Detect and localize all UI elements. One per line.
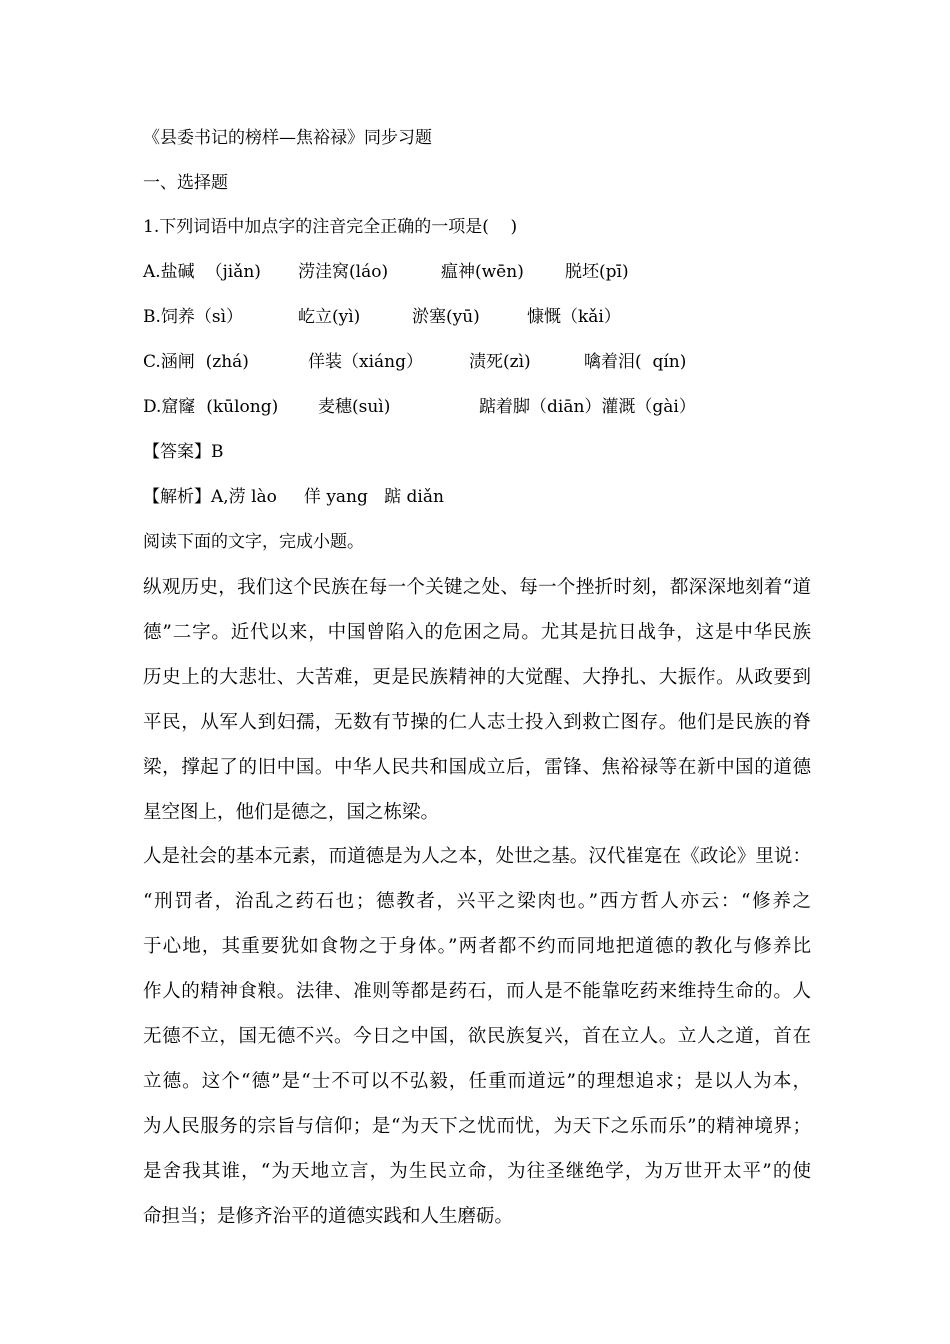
option-c-item: 渍死(zì) [469,352,531,372]
option-c-item: 噙着泪( qín) [584,352,687,372]
section-heading: 一、选择题 [143,173,228,193]
paragraph-line: 纵观历史，我们这个民族在每一个关键之处、每一个挫折时刻，都深深地刻着“道 [143,577,811,598]
option-d-item: 踮着脚（diān）灌溉（gài） [479,397,696,417]
paragraph-line: 梁，撑起了的旧中国。中华人民共和国成立后，雷锋、焦裕禄等在新中国的道德 [143,757,811,778]
option-b-item: 屹立(yì) [298,307,361,327]
paragraph-line: 德”二字。近代以来，中国曾陷入的危困之局。尤其是抗日战争，这是中华民族 [143,622,811,643]
paragraph-line: 人是社会的基本元素，而道德是为人之本，处世之基。汉代崔寔在《政论》里说： [143,846,811,867]
option-b-item: 慷慨（kǎi） [527,307,621,327]
option-c-item: 佯装（xiáng） [308,352,423,372]
paragraph-line: 于心地，其重要犹如食物之于身体。”两者都不约而同地把道德的教化与修养比 [143,936,811,957]
option-b [143,306,863,328]
paragraph-line: 是舍我其谁，“为天地立言，为生民立命，为往圣继绝学，为万世开太平”的使 [143,1161,811,1182]
reading-instruction: 阅读下面的文字，完成小题。 [143,532,364,552]
analysis-line: 【解析】A,涝 lào 佯 yang 踮 diǎn [143,487,444,507]
paragraph-line: 星空图上，他们是德之，国之栋梁。 [143,802,440,823]
paragraph-line: 作人的精神食粮。法律、准则等都是药石，而人是不能靠吃药来维持生命的。人 [143,981,811,1002]
option-a-item: A.盐碱 （jiǎn) [143,262,261,282]
option-b-item: 淤塞(yū) [412,307,480,327]
answer-line: 【答案】B [143,442,224,462]
option-c [143,351,863,373]
paragraph-line: 历史上的大悲壮、大苦难，更是民族精神的大觉醒、大挣扎、大振作。从政要到 [143,667,811,688]
paragraph-line: 为人民服务的宗旨与信仰；是“为天下之忧而忧，为天下之乐而乐”的精神境界； [143,1116,811,1137]
option-a-item: 瘟神(wēn) [441,262,524,282]
question-stem: 1.下列词语中加点字的注音完全正确的一项是( ) [143,217,518,237]
option-d [143,396,863,418]
option-b-item: B.饲养（sì） [143,307,244,327]
option-d-item: D.窟窿 (kūlong) [143,397,279,417]
document-title: 《县委书记的榜样—焦裕禄》同步习题 [143,128,432,148]
paragraph-line: 立德。这个“德”是“士不可以不弘毅，任重而道远”的理想追求；是以人为本， [143,1071,811,1092]
paragraph-line: 无德不立，国无德不兴。今日之中国，欲民族复兴，首在立人。立人之道，首在 [143,1026,811,1047]
option-a [143,261,863,283]
option-c-item: C.涵闸 (zhá) [143,352,249,372]
option-a-item: 涝洼窝(láo) [298,262,389,282]
paragraph-line: 命担当；是修齐治平的道德实践和人生磨砺。 [143,1206,514,1227]
option-d-item: 麦穗(suì) [318,397,391,417]
paragraph-line: “刑罚者，治乱之药石也；德教者，兴平之梁肉也。”西方哲人亦云：“修养之 [143,891,811,912]
paragraph-line: 平民，从军人到妇孺，无数有节操的仁人志士投入到救亡图存。他们是民族的脊 [143,712,811,733]
option-a-item: 脱坯(pī) [565,262,629,282]
